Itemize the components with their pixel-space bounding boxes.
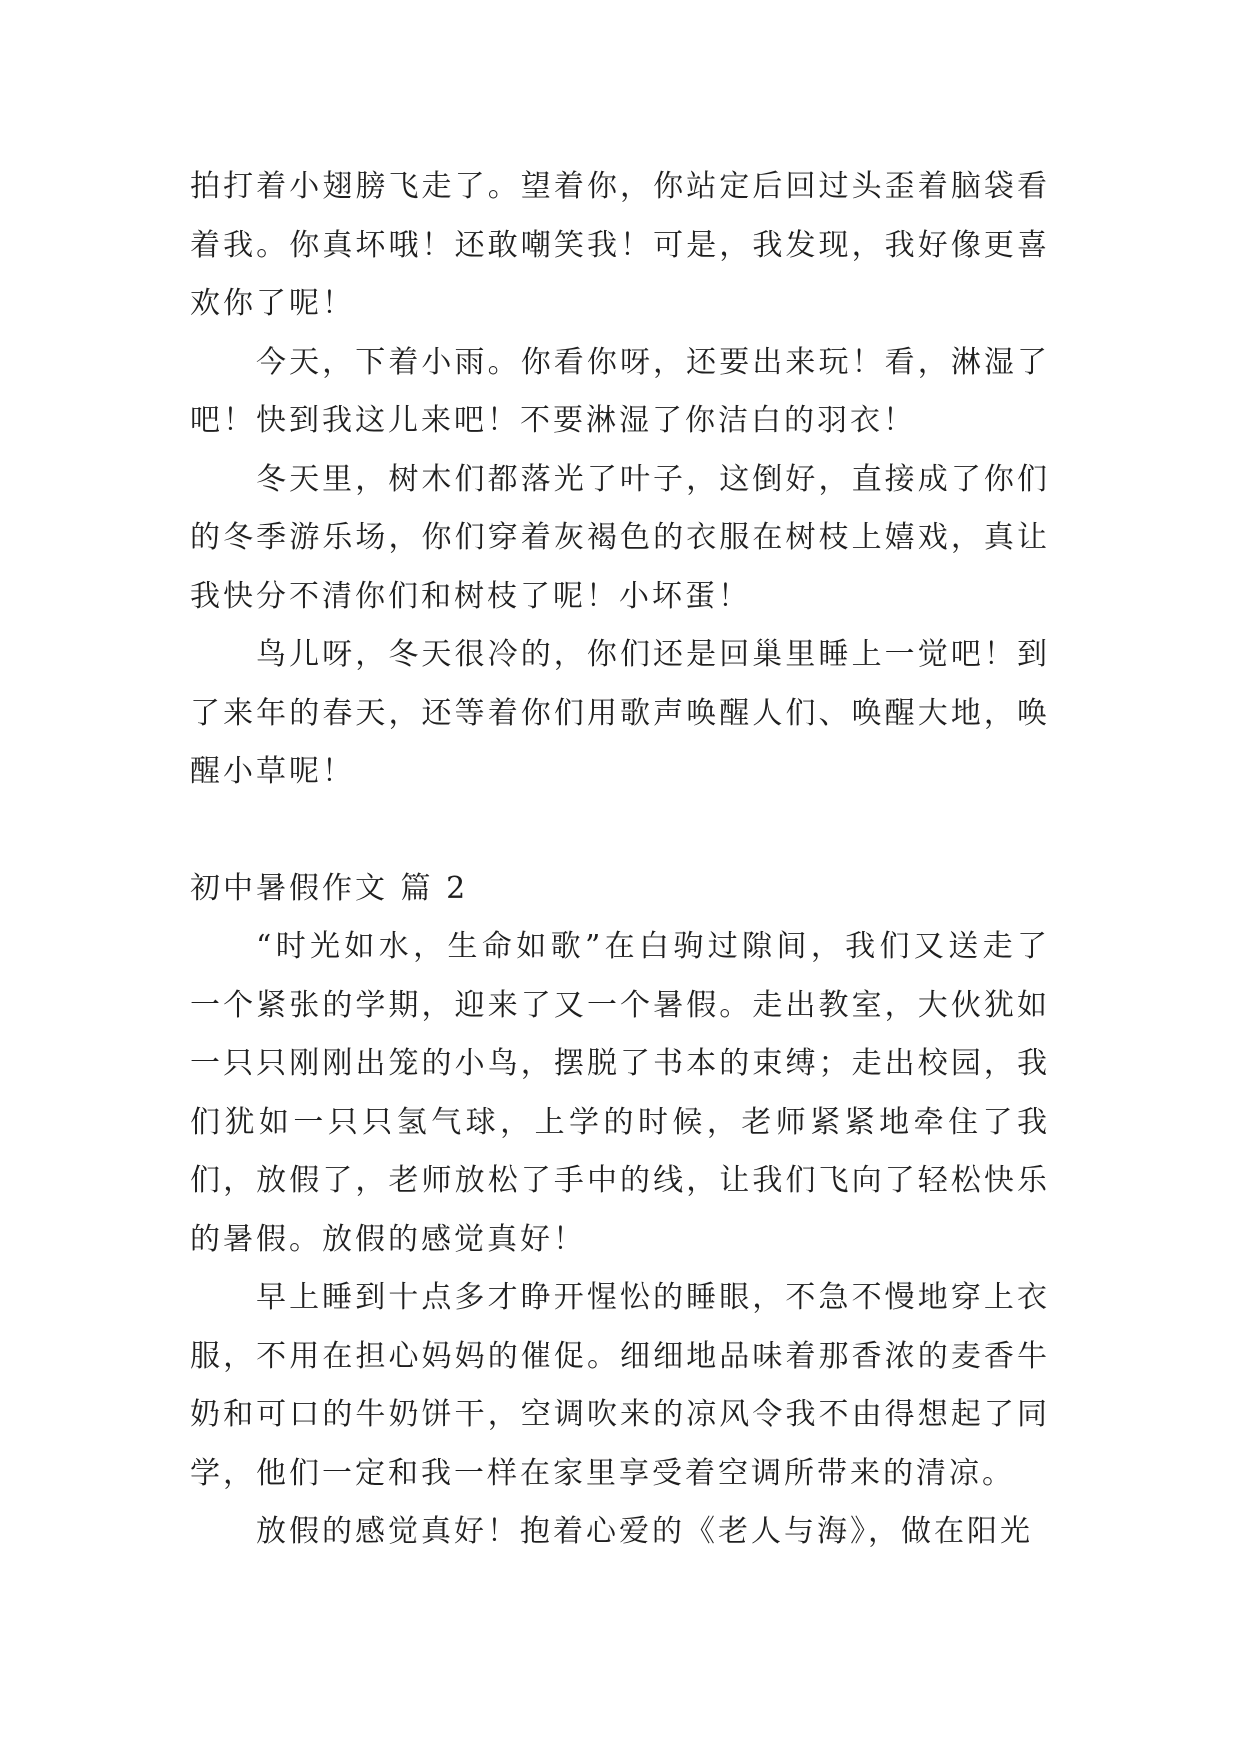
section-heading: 初中暑假作文 篇 2 (190, 870, 469, 906)
paragraph-1: 拍打着小翅膀飞走了。望着你，你站定后回过头歪着脑袋看着我。你真坏哦！还敢嘲笑我！可是，我发现，我好像更喜欢你了呢！ (190, 169, 1050, 321)
paragraph-2: 今天，下着小雨。你看你呀，还要出来玩！看，淋湿了吧！快到我这儿来吧！不要淋湿了你洁白的羽衣！ (190, 344, 1050, 438)
paragraph-4: 鸟儿呀，冬天很冷的，你们还是回巢里睡上一觉吧！到了来年的春天，还等着你们用歌声唤醒人们、唤醒大地，唤醒小草呢！ (190, 637, 1050, 789)
paragraph-7: 放假的感觉真好！抱着心爱的《老人与海》，做在阳光 (256, 1514, 1033, 1549)
paragraph-6: 早上睡到十点多才睁开惺忪的睡眼，不急不慢地穿上衣服，不用在担心妈妈的催促。细细地品味着那香浓的麦香牛奶和可口的牛奶饼干，空调吹来的凉风令我不由得想起了同学，他们一定和我一样在家里享受着空调所带来的清凉。 (190, 1280, 1050, 1491)
section-spacer (190, 802, 1050, 860)
paragraph-5: “时光如水，生命如歌”在白驹过隙间，我们又送走了一个紧张的学期，迎来了又一个暑假。走出教室，大伙犹如一只只刚刚出笼的小鸟，摆脱了书本的束缚；走出校园，我们犹如一只只氢气球，上学的时候，老师紧紧地牵住了我们，放假了，老师放松了手中的线，让我们飞向了轻松快乐的暑假。放假的感觉真好！ (190, 929, 1050, 1257)
document-body (190, 158, 1050, 1562)
paragraph-3: 冬天里，树木们都落光了叶子，这倒好，直接成了你们的冬季游乐场，你们穿着灰褐色的衣服在树枝上嬉戏，真让我快分不清你们和树枝了呢！小坏蛋！ (190, 461, 1050, 614)
